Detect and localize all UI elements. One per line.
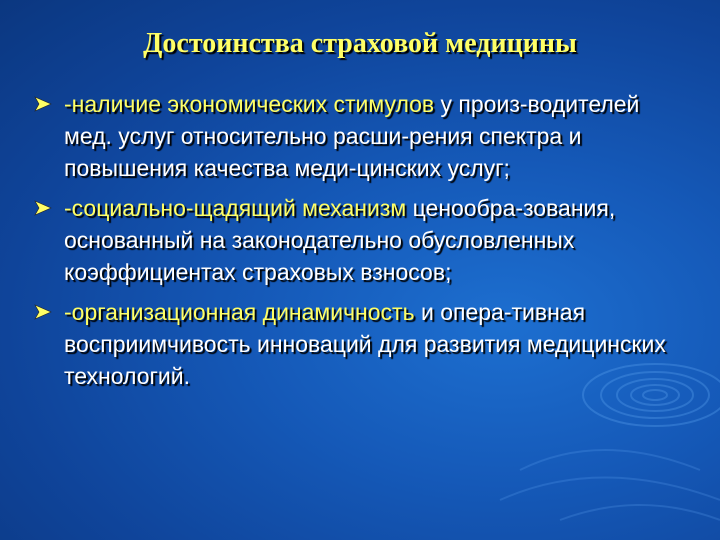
bullet-text: ценообра-зования, основанный на законодательно обусловленных коэффициентах страховых взносов; [64,195,616,285]
arrow-bullet-icon [34,96,52,112]
bullet-item [34,192,674,288]
bullet-item [34,296,674,392]
bullet-text: и опера-тивная восприимчивость инноваций для развития медицинских технологий. [64,299,666,389]
arrow-bullet-icon [34,304,52,320]
bullet-highlight: -наличие экономических стимулов [64,91,435,117]
bullet-highlight: -социально-щадящий механизм [64,195,407,221]
bullet-item [34,88,674,184]
bullet-list [34,88,674,400]
bullet-highlight: -организационная динамичность [64,299,415,325]
arrow-bullet-icon [34,200,52,216]
bullet-text: у произ-водителей мед. услуг относительно расши-рения спектра и повышения качества меди-цинских услуг; [64,91,640,181]
slide-title: Достоинства страховой медицины [143,28,577,59]
